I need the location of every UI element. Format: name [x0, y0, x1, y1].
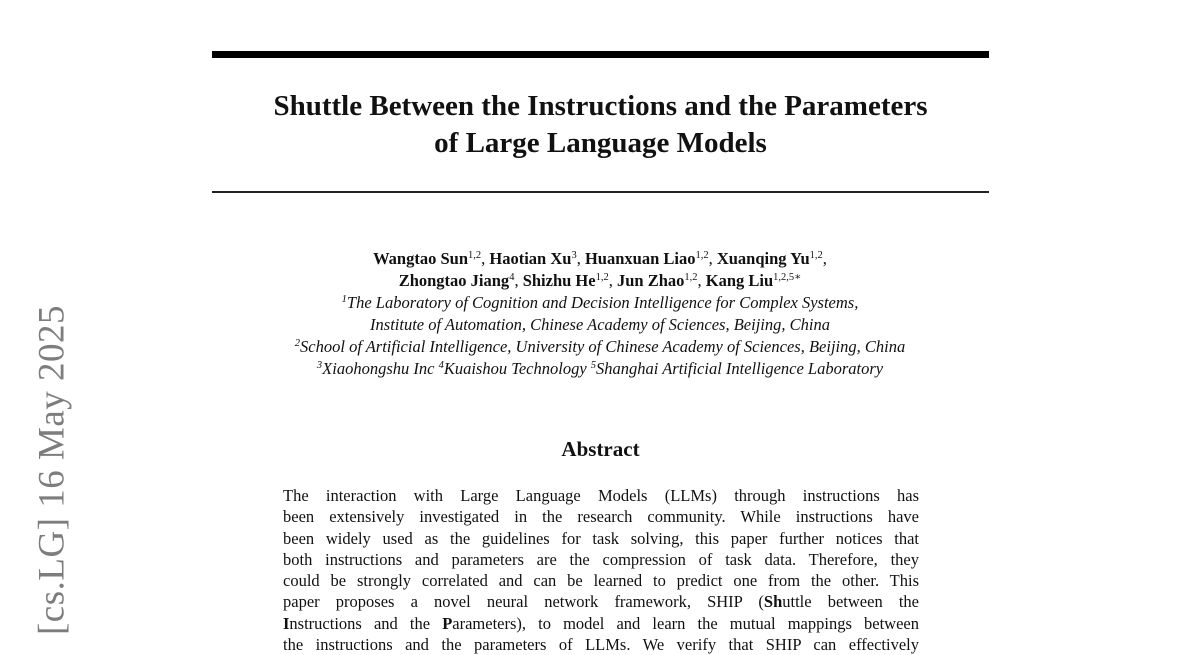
- abstract-line: been extensively investigated in the research community. While instructions have: [283, 507, 919, 527]
- author-name: Haotian Xu: [489, 249, 572, 268]
- affil-marker: 2: [294, 338, 301, 349]
- abstract-heading: Abstract: [561, 437, 640, 461]
- author-name: Kang Liu: [705, 271, 774, 290]
- abstract-line: [283, 613, 919, 634]
- author-name: Wangtao Sun: [373, 249, 469, 268]
- affiliation-text: School of Artificial Intelligence, University of Chinese Academy of Sciences, Beijing, China: [300, 337, 906, 356]
- paper-title: [212, 88, 989, 162]
- author-affil: 1,2,5∗: [773, 272, 802, 283]
- abstract-fragment: nstructions and the: [289, 613, 443, 633]
- affiliation-text: The Laboratory of Cognition and Decision Intelligence for Complex Systems,: [346, 293, 859, 312]
- affil-marker: 4: [438, 360, 444, 371]
- affil-marker: 3: [316, 360, 323, 371]
- affil-marker: 1: [341, 294, 347, 305]
- abstract-body: [283, 485, 919, 655]
- title-line-2: of Large Language Models: [434, 127, 767, 159]
- abstract-line: the instructions and the parameters of LLMs. We verify that SHIP can effectively: [283, 635, 919, 655]
- author-line-2: Zhongtao Jiang$^4$, Shizhu He$^{1,2}$, Jun Zhao$^{1,2}$, Kang Liu$^{1,2,5∗}$: [398, 271, 802, 290]
- abstract-fragment-bold: P: [442, 613, 453, 633]
- arxiv-stamp-text: [cs.LG] 16 May 2025: [31, 304, 73, 636]
- abstract-line: [283, 591, 919, 612]
- title-top-rule: [212, 51, 989, 58]
- affiliation-1: [180, 292, 1020, 314]
- abstract-fragment: uttle between the: [782, 592, 919, 612]
- author-affil: 1,2: [595, 272, 609, 283]
- author-affil: 4: [509, 272, 515, 283]
- abstract-fragment-bold: Sh: [763, 592, 783, 612]
- author-block: [180, 248, 1020, 380]
- abstract-line: been widely used as the guidelines for task solving, this paper further notices that: [283, 528, 919, 548]
- abstract-fragment-bold: I: [283, 613, 290, 633]
- affiliation-3-4-5: [180, 358, 1020, 380]
- author-name: Zhongtao Jiang: [398, 271, 510, 290]
- author-name: Shizhu He: [522, 271, 596, 290]
- abstract-fragment: paper proposes a novel neural network framework, SHIP (: [283, 592, 764, 612]
- affiliation-text: Kuaishou Technology: [443, 359, 591, 378]
- author-name: Huanxuan Liao: [584, 249, 696, 268]
- title-line-1: Shuttle Between the Instructions and the Parameters: [273, 90, 928, 122]
- affiliation-text: Xiaohongshu Inc: [322, 359, 439, 378]
- author-affil: 1,2: [684, 272, 698, 283]
- author-affil: 1,2: [468, 250, 482, 261]
- affiliation-text: Shanghai Artificial Intelligence Laboratory: [596, 359, 884, 378]
- abstract-line: both instructions and parameters are the compression of task data. Therefore, they: [283, 549, 919, 569]
- author-line-1: Wangtao Sun$^{1,2}$, Haotian Xu$^3$, Huanxuan Liao$^{1,2}$, Xuanqing Yu$^{1,2}$,: [373, 249, 827, 268]
- abstract-fragment: arameters), to model and learn the mutual mappings between: [452, 613, 919, 633]
- abstract-line: The interaction with Large Language Models (LLMs) through instructions has: [283, 486, 919, 505]
- author-affil: 1,2: [809, 250, 823, 261]
- author-name: Xuanqing Yu: [716, 249, 810, 268]
- author-affil: 1,2: [695, 250, 709, 261]
- affil-marker: 5: [590, 360, 597, 371]
- affiliation-1-cont: Institute of Automation, Chinese Academy of Sciences, Beijing, China: [370, 315, 830, 334]
- abstract-line: could be strongly correlated and can be learned to predict one from the other. This: [283, 571, 919, 591]
- affiliation-2: [180, 336, 1020, 358]
- title-bottom-rule: [212, 191, 989, 193]
- author-affil: 3: [571, 250, 577, 261]
- author-name: Jun Zhao: [616, 271, 685, 290]
